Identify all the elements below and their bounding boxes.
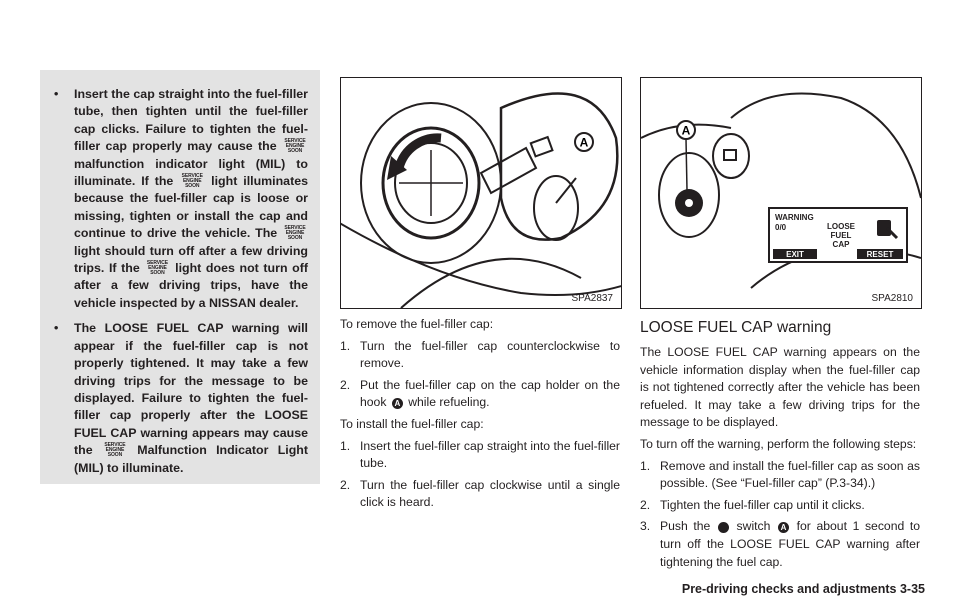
step-text: Insert the fuel-filler cap straight into the fuel-filler tube.: [360, 438, 620, 471]
switch-dot-icon: [718, 522, 729, 533]
service-engine-soon-icon: SERVICE ENGINE SOON: [146, 260, 169, 277]
switch-a-marker-icon: A: [778, 522, 789, 533]
page-footer: Pre-driving checks and adjustments 3-35: [681, 582, 925, 596]
list-item: [340, 338, 620, 373]
step-text: Turn the fuel-filler cap clockwise until a single click is heard.: [360, 477, 620, 510]
step-text: while refueling.: [408, 395, 490, 410]
install-intro: To install the fuel-filler cap:: [340, 416, 484, 431]
list-item: [640, 518, 920, 571]
service-engine-soon-icon: SERVICE ENGINE SOON: [104, 442, 126, 459]
bullet-text: Malfunction Indicator Light (MIL) to illuminate.: [74, 443, 308, 475]
figure-id: SPA2837: [571, 293, 613, 304]
hook-a-marker-icon: A: [392, 398, 403, 409]
exit-label: EXIT: [786, 250, 804, 259]
display-loose-text: LOOSE: [826, 222, 856, 231]
paragraph: To turn off the warning, perform the following steps:: [640, 436, 917, 451]
step-number: 3.: [640, 519, 651, 534]
list-item: [640, 497, 920, 515]
remove-intro: To remove the fuel-filler cap:: [340, 317, 494, 331]
column-loose-fuel-cap: [640, 316, 920, 575]
display-cap-text: CAP: [832, 240, 850, 249]
list-item: [640, 458, 920, 493]
figure-loose-fuel-cap-display: [640, 77, 922, 309]
figure-fuel-filler-cap: [340, 77, 622, 309]
figure-id: SPA2810: [871, 293, 913, 304]
step-number: 1.: [340, 338, 351, 353]
display-warning-text: WARNING: [775, 213, 814, 222]
step-text: switch: [736, 519, 771, 534]
display-fuel-text: FUEL: [830, 231, 852, 240]
step-text: for about 1 second to turn off the LOOSE FUEL CAP warning after tightening the fuel cap.: [660, 519, 921, 569]
list-item: [340, 438, 620, 473]
bullet-cap-insert: [74, 86, 308, 312]
note-box: [40, 70, 320, 484]
section-heading: LOOSE FUEL CAP warning: [640, 319, 832, 336]
column-cap-instructions: [340, 316, 620, 516]
list-item: [340, 477, 620, 512]
list-item: [340, 377, 620, 412]
step-text: Put the fuel-filler cap on the cap holder on the hook: [360, 377, 620, 410]
step-number: 1.: [340, 438, 351, 453]
step-number: 2.: [640, 497, 651, 512]
fuel-cap-illustration: [341, 78, 621, 308]
callout-a-label: A: [579, 135, 589, 150]
paragraph: The LOOSE FUEL CAP warning appears on the vehicle information display when the fuel-filler cap is not tightened correctly after the vehicle has been refueled. It may take a few driving trips for the message to be displayed.: [640, 345, 920, 430]
bullet-text: malfunction indicator light (MIL) to illuminate. If the: [74, 156, 308, 189]
bullet-text: light illuminates because the fuel-filler cap is loose or missing, tighten or install the cap and continue to drive the vehicle. The: [74, 174, 308, 241]
reset-label: RESET: [866, 250, 894, 259]
step-number: 2.: [340, 477, 351, 492]
bullet-text: The LOOSE FUEL CAP warning will appear if the fuel-filler cap is not properly tightened. It may take a few driving trips for the message to be displayed. Failure to tighten the fuel-filler cap properly after the LOOSE FUEL CAP warning appears may cause the: [74, 321, 308, 458]
callout-a-label: A: [681, 123, 691, 138]
step-text: Turn the fuel-filler cap counterclockwise to remove.: [360, 338, 620, 371]
bullet-text: Insert the cap straight into the fuel-filler tube, then tighten until the fuel-filler cap clicks. Failure to tighten the fuel-filler cap properly may cause the: [74, 87, 308, 154]
step-number: 1.: [640, 458, 651, 473]
step-text: Push the: [660, 519, 711, 534]
step-number: 2.: [340, 377, 351, 392]
step-text: Remove and install the fuel-filler cap as soon as possible. (See “Fuel-filler cap” (P.3-34).): [660, 458, 920, 491]
bullet-loose-fuel-cap: [74, 320, 308, 477]
display-count-text: 0/0: [775, 223, 787, 232]
step-text: Tighten the fuel-filler cap until it clicks.: [660, 497, 865, 512]
service-engine-soon-icon: SERVICE ENGINE SOON: [284, 138, 306, 155]
service-engine-soon-icon: SERVICE ENGINE SOON: [181, 173, 203, 190]
service-engine-soon-icon: SERVICE ENGINE SOON: [284, 225, 306, 242]
bullet-text: light does not turn off after a few driving trips, have the vehicle inspected by a NISSAN dealer.: [74, 261, 309, 310]
bullet-text: light should turn off after a few driving trips. If the: [74, 243, 308, 276]
display-illustration: [641, 78, 921, 308]
